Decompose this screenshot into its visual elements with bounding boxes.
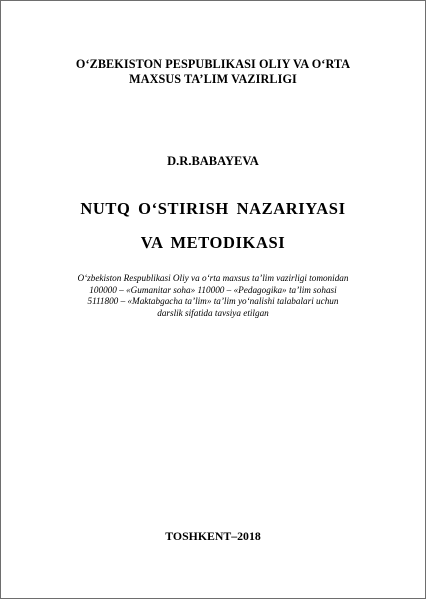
ministry-line-1: O‘ZBEKISTON PESPUBLIKASI OLIY VA O‘RTA — [75, 57, 351, 71]
approval-line-4: darslik sifatida tavsiya etilgan — [157, 307, 269, 318]
ministry-line-2: MAXSUS TA’LIM VAZIRLIGI — [129, 71, 297, 86]
approval-line-1: O‘zbekiston Respublikasi Oliy va o‘rta maxsus ta’lim vazirligi tomonidan — [77, 273, 349, 283]
book-title-line-1: NUTQ O‘STIRISH NAZARIYASI — [80, 199, 346, 218]
book-title — [1, 192, 425, 260]
author-name: D.R.BABAYEVA — [167, 154, 259, 168]
book-title-line-2: VA METODIKASI — [140, 233, 286, 252]
approval-note — [1, 273, 425, 319]
city-year: TOSHKENT–2018 — [165, 529, 261, 543]
approval-line-3: 5111800 – «Maktabgacha ta’lim» ta’lim yo‘nalishi talabalari uchun — [87, 296, 339, 307]
approval-line-2: 100000 – «Gumanitar soha» 110000 – «Pedagogika» ta’lim sohasi — [89, 284, 337, 295]
ministry-heading — [1, 57, 425, 86]
